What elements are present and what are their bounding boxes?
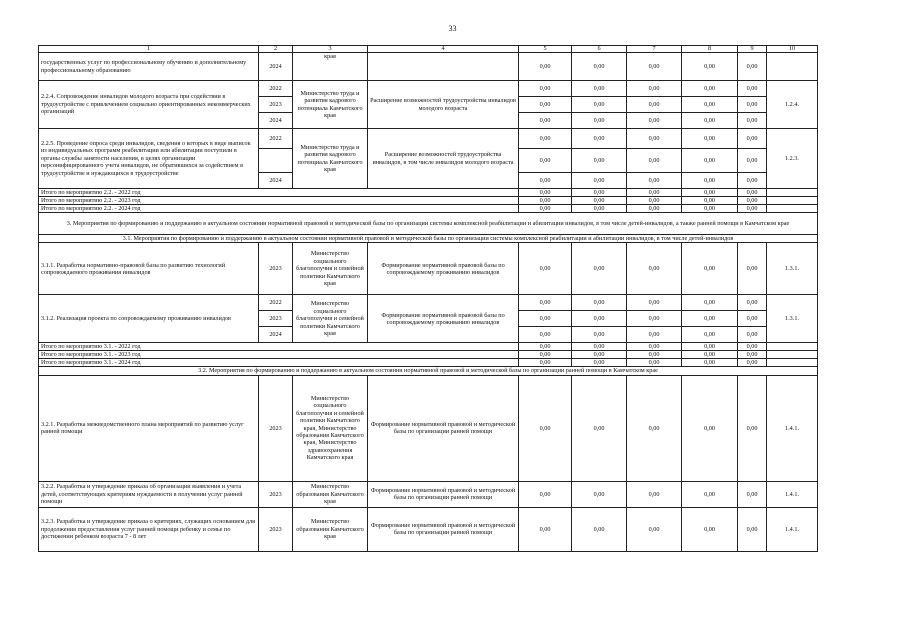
value-cell: 0,00 xyxy=(572,149,627,173)
indicator-cell xyxy=(767,351,818,359)
indicator-cell xyxy=(767,189,818,197)
indicator-cell xyxy=(767,205,818,213)
value-cell: 0,00 xyxy=(519,351,572,359)
indicator-cell xyxy=(767,359,818,367)
year-cell: 2023 xyxy=(259,481,293,507)
indicator-cell: 1.4.1. xyxy=(767,481,818,507)
value-cell: 0,00 xyxy=(572,129,627,149)
value-cell: 0,00 xyxy=(519,343,572,351)
value-cell: 0,00 xyxy=(682,375,738,481)
value-cell: 0,00 xyxy=(738,311,767,327)
value-cell: 0,00 xyxy=(738,375,767,481)
value-cell: 0,00 xyxy=(572,359,627,367)
value-cell: 0,00 xyxy=(627,343,682,351)
indicator-cell xyxy=(767,343,818,351)
executor-cell: Министерство социального благополучия и семейной политики Камчатского края xyxy=(293,243,368,295)
total-row xyxy=(39,351,818,359)
value-cell: 0,00 xyxy=(627,189,682,197)
value-cell: 0,00 xyxy=(738,189,767,197)
value-cell: 0,00 xyxy=(682,53,738,81)
value-cell: 0,00 xyxy=(682,113,738,129)
result-cell: Расширение возможностей трудоустройства инвалидов молодого возраста xyxy=(368,81,519,129)
value-cell: 0,00 xyxy=(519,129,572,149)
table-row xyxy=(39,507,818,551)
value-cell: 0,00 xyxy=(627,81,682,97)
executor-cell: края xyxy=(293,53,368,81)
value-cell: 0,00 xyxy=(627,129,682,149)
value-cell: 0,00 xyxy=(682,359,738,367)
table-row xyxy=(39,481,818,507)
total-row xyxy=(39,343,818,351)
value-cell: 0,00 xyxy=(627,295,682,311)
column-number: 7 xyxy=(627,46,682,53)
column-number: 10 xyxy=(767,46,818,53)
table-row xyxy=(39,81,818,97)
value-cell: 0,00 xyxy=(682,189,738,197)
year-cell: 2022 xyxy=(259,295,293,311)
executor-cell: Министерство образования Камчатского края xyxy=(293,481,368,507)
value-cell: 0,00 xyxy=(572,53,627,81)
value-cell: 0,00 xyxy=(738,351,767,359)
year-cell: 2023 xyxy=(259,97,293,113)
value-cell: 0,00 xyxy=(738,205,767,213)
executor-cell: Министерство социального благополучия и семейной политики Камчатского края, Министерство образования Камчатского края, Министерство здравоохранения Камчатского края xyxy=(293,375,368,481)
page-number: 33 xyxy=(448,24,457,33)
result-cell: Формирование нормативной правовой и методической базы по организации ранней помощи xyxy=(368,481,519,507)
table-row xyxy=(39,53,818,81)
value-cell: 0,00 xyxy=(572,243,627,295)
value-cell: 0,00 xyxy=(572,97,627,113)
total-label: Итого по мероприятию 3.1. - 2023 год xyxy=(39,351,519,359)
column-number: 6 xyxy=(572,46,627,53)
total-label: Итого по мероприятию 2.2. - 2024 год xyxy=(39,205,519,213)
result-cell: Формирование нормативной правовой и методической базы по организации ранней помощи xyxy=(368,507,519,551)
value-cell: 0,00 xyxy=(682,327,738,343)
value-cell: 0,00 xyxy=(627,173,682,189)
value-cell: 0,00 xyxy=(682,97,738,113)
indicator-cell: 1.4.1. xyxy=(767,375,818,481)
value-cell: 0,00 xyxy=(572,311,627,327)
year-cell: 2024 xyxy=(259,113,293,129)
value-cell: 0,00 xyxy=(738,343,767,351)
event-text: 3.2.3. Разработка и утверждение приказа о критериях, служащих основанием для продолжения предоставления услуг ранней помощи ребенку и семье по достижении ребенком возраста 7 - 8 лет xyxy=(39,507,259,551)
value-cell: 0,00 xyxy=(519,97,572,113)
value-cell: 0,00 xyxy=(519,375,572,481)
value-cell: 0,00 xyxy=(627,507,682,551)
value-cell: 0,00 xyxy=(519,197,572,205)
value-cell: 0,00 xyxy=(738,97,767,113)
total-row xyxy=(39,359,818,367)
value-cell: 0,00 xyxy=(572,81,627,97)
value-cell: 0,00 xyxy=(572,481,627,507)
value-cell: 0,00 xyxy=(738,481,767,507)
value-cell: 0,00 xyxy=(572,351,627,359)
year-cell: 2022 xyxy=(259,81,293,97)
value-cell: 0,00 xyxy=(738,507,767,551)
value-cell: 0,00 xyxy=(682,243,738,295)
value-cell: 0,00 xyxy=(738,81,767,97)
column-number: 8 xyxy=(682,46,738,53)
value-cell: 0,00 xyxy=(738,53,767,81)
value-cell: 0,00 xyxy=(519,481,572,507)
executor-cell: Министерство труда и развития кадрового потенциала Камчатского края xyxy=(293,129,368,189)
total-row xyxy=(39,197,818,205)
event-text: 2.2.5. Проведение опроса среди инвалидов, сведения о которых в виде выписок из индивидуальных программ реабилитации или абилитации поступили в органы службы занятости населения, в целях организации персонифицированного учета инвалидов, не обратившихся за содействием в трудоустройстве и нуждающихся в трудоустройстве xyxy=(39,129,259,189)
event-text: государственных услуг по профессиональному обучению и дополнительному профессиональному образованию xyxy=(39,53,259,81)
value-cell: 0,00 xyxy=(519,311,572,327)
value-cell: 0,00 xyxy=(627,351,682,359)
result-cell: Формирование нормативной правовой базы по сопровождаемому проживанию инвалидов xyxy=(368,295,519,343)
section-heading: 3.2. Мероприятия по формированию и поддержанию в актуальном состоянии нормативной правовой и методической базы по организации ранней помощи в Камчатском крае xyxy=(39,367,818,375)
value-cell: 0,00 xyxy=(627,375,682,481)
indicator-cell xyxy=(767,53,818,81)
result-cell: Расширение возможностей трудоустройства инвалидов, в том числе инвалидов молодого возраста xyxy=(368,129,519,189)
value-cell: 0,00 xyxy=(682,205,738,213)
event-text: 3.1.2. Реализация проекта по сопровождаемому проживанию инвалидов xyxy=(39,295,259,343)
value-cell: 0,00 xyxy=(519,507,572,551)
value-cell: 0,00 xyxy=(627,53,682,81)
value-cell: 0,00 xyxy=(738,149,767,173)
value-cell: 0,00 xyxy=(572,189,627,197)
value-cell: 0,00 xyxy=(738,359,767,367)
value-cell: 0,00 xyxy=(682,481,738,507)
indicator-cell: 1.3.1. xyxy=(767,243,818,295)
value-cell: 0,00 xyxy=(627,327,682,343)
column-number: 2 xyxy=(259,46,293,53)
section-heading: 3.1. Мероприятия по формированию и поддержанию в актуальном состоянии нормативной правовой и методической базы по организации системы комплексной реабилитации и абилитации инвалидов, в том числе детей-инвалидов xyxy=(39,235,818,243)
section-heading-row xyxy=(39,367,818,375)
value-cell: 0,00 xyxy=(572,205,627,213)
year-cell xyxy=(259,149,293,173)
column-number: 5 xyxy=(519,46,572,53)
value-cell: 0,00 xyxy=(738,243,767,295)
event-text: 2.2.4. Сопровождение инвалидов молодого возраста при содействии в трудоустройстве с привлечением социально ориентированных некоммерческих организаций xyxy=(39,81,259,129)
value-cell: 0,00 xyxy=(738,327,767,343)
total-label: Итого по мероприятию 3.1. - 2022 год xyxy=(39,343,519,351)
total-row xyxy=(39,205,818,213)
year-cell: 2024 xyxy=(259,327,293,343)
value-cell: 0,00 xyxy=(519,327,572,343)
value-cell: 0,00 xyxy=(682,81,738,97)
indicator-cell: 1.2.4. xyxy=(767,81,818,129)
value-cell: 0,00 xyxy=(682,507,738,551)
year-cell: 2024 xyxy=(259,53,293,81)
value-cell: 0,00 xyxy=(627,97,682,113)
year-cell: 2023 xyxy=(259,507,293,551)
value-cell: 0,00 xyxy=(519,149,572,173)
value-cell: 0,00 xyxy=(572,375,627,481)
value-cell: 0,00 xyxy=(627,113,682,129)
value-cell: 0,00 xyxy=(572,295,627,311)
value-cell: 0,00 xyxy=(682,295,738,311)
value-cell: 0,00 xyxy=(682,311,738,327)
total-row xyxy=(39,189,818,197)
value-cell: 0,00 xyxy=(627,149,682,173)
table-row xyxy=(39,243,818,295)
value-cell: 0,00 xyxy=(572,327,627,343)
year-cell: 2023 xyxy=(259,375,293,481)
executor-cell: Министерство социального благополучия и семейной политики Камчатского края xyxy=(293,295,368,343)
year-cell: 2024 xyxy=(259,173,293,189)
section-heading-row xyxy=(39,213,818,235)
section-heading: 3. Мероприятия по формированию и поддержанию в актуальном состоянии нормативной правовой и методической базы по организации системы комплексной реабилитации и абилитации инвалидов, в том числе детей-инвалидов, а также ранней помощи в Камчатском крае xyxy=(39,213,818,235)
value-cell: 0,00 xyxy=(627,205,682,213)
value-cell: 0,00 xyxy=(572,343,627,351)
table-row xyxy=(39,129,818,149)
result-cell: Формирование нормативной правовой базы по сопровождаемому проживанию инвалидов xyxy=(368,243,519,295)
value-cell: 0,00 xyxy=(738,129,767,149)
event-text: 3.2.1. Разработка межведомственного плана мероприятий по развитию услуг ранней помощи xyxy=(39,375,259,481)
indicator-cell: 1.2.3. xyxy=(767,129,818,189)
value-cell: 0,00 xyxy=(627,197,682,205)
column-number: 3 xyxy=(293,46,368,53)
value-cell: 0,00 xyxy=(738,197,767,205)
indicator-cell xyxy=(767,197,818,205)
column-number: 4 xyxy=(368,46,519,53)
section-heading-row xyxy=(39,235,818,243)
executor-cell: Министерство труда и развития кадрового потенциала Камчатского края xyxy=(293,81,368,129)
value-cell: 0,00 xyxy=(519,359,572,367)
value-cell: 0,00 xyxy=(627,311,682,327)
value-cell: 0,00 xyxy=(572,173,627,189)
value-cell: 0,00 xyxy=(519,295,572,311)
year-cell: 2023 xyxy=(259,243,293,295)
executor-cell: Министерство образования Камчатского края xyxy=(293,507,368,551)
result-cell: Формирование нормативной правовой и методической базы по организации ранней помощи xyxy=(368,375,519,481)
value-cell: 0,00 xyxy=(682,173,738,189)
indicator-cell: 1.3.1. xyxy=(767,295,818,343)
value-cell: 0,00 xyxy=(682,351,738,359)
table-row xyxy=(39,375,818,481)
year-cell: 2023 xyxy=(259,311,293,327)
value-cell: 0,00 xyxy=(682,149,738,173)
value-cell: 0,00 xyxy=(627,481,682,507)
value-cell: 0,00 xyxy=(738,173,767,189)
value-cell: 0,00 xyxy=(627,359,682,367)
value-cell: 0,00 xyxy=(572,507,627,551)
column-number: 9 xyxy=(738,46,767,53)
program-events-table xyxy=(38,45,818,552)
value-cell: 0,00 xyxy=(519,53,572,81)
indicator-cell: 1.4.1. xyxy=(767,507,818,551)
total-label: Итого по мероприятию 3.1. - 2024 год xyxy=(39,359,519,367)
value-cell: 0,00 xyxy=(519,205,572,213)
value-cell: 0,00 xyxy=(519,189,572,197)
column-number-row xyxy=(39,46,818,53)
column-number: 1 xyxy=(39,46,259,53)
value-cell: 0,00 xyxy=(572,113,627,129)
value-cell: 0,00 xyxy=(519,81,572,97)
year-cell: 2022 xyxy=(259,129,293,149)
value-cell: 0,00 xyxy=(682,129,738,149)
result-cell xyxy=(368,53,519,81)
value-cell: 0,00 xyxy=(682,343,738,351)
event-text: 3.2.2. Разработка и утверждение приказа об организации выявления и учета детей, соответствующих критериям нуждаемости в получении услуг ранней помощи xyxy=(39,481,259,507)
value-cell: 0,00 xyxy=(519,173,572,189)
value-cell: 0,00 xyxy=(738,113,767,129)
total-label: Итого по мероприятию 2.2. - 2022 год xyxy=(39,189,519,197)
event-text: 3.1.1. Разработка нормативно-правовой базы по развитию технологий сопровождаемого проживания инвалидов xyxy=(39,243,259,295)
value-cell: 0,00 xyxy=(627,243,682,295)
total-label: Итого по мероприятию 2.2. - 2023 год xyxy=(39,197,519,205)
value-cell: 0,00 xyxy=(682,197,738,205)
table-row xyxy=(39,295,818,311)
value-cell: 0,00 xyxy=(519,113,572,129)
value-cell: 0,00 xyxy=(519,243,572,295)
value-cell: 0,00 xyxy=(572,197,627,205)
value-cell: 0,00 xyxy=(738,295,767,311)
